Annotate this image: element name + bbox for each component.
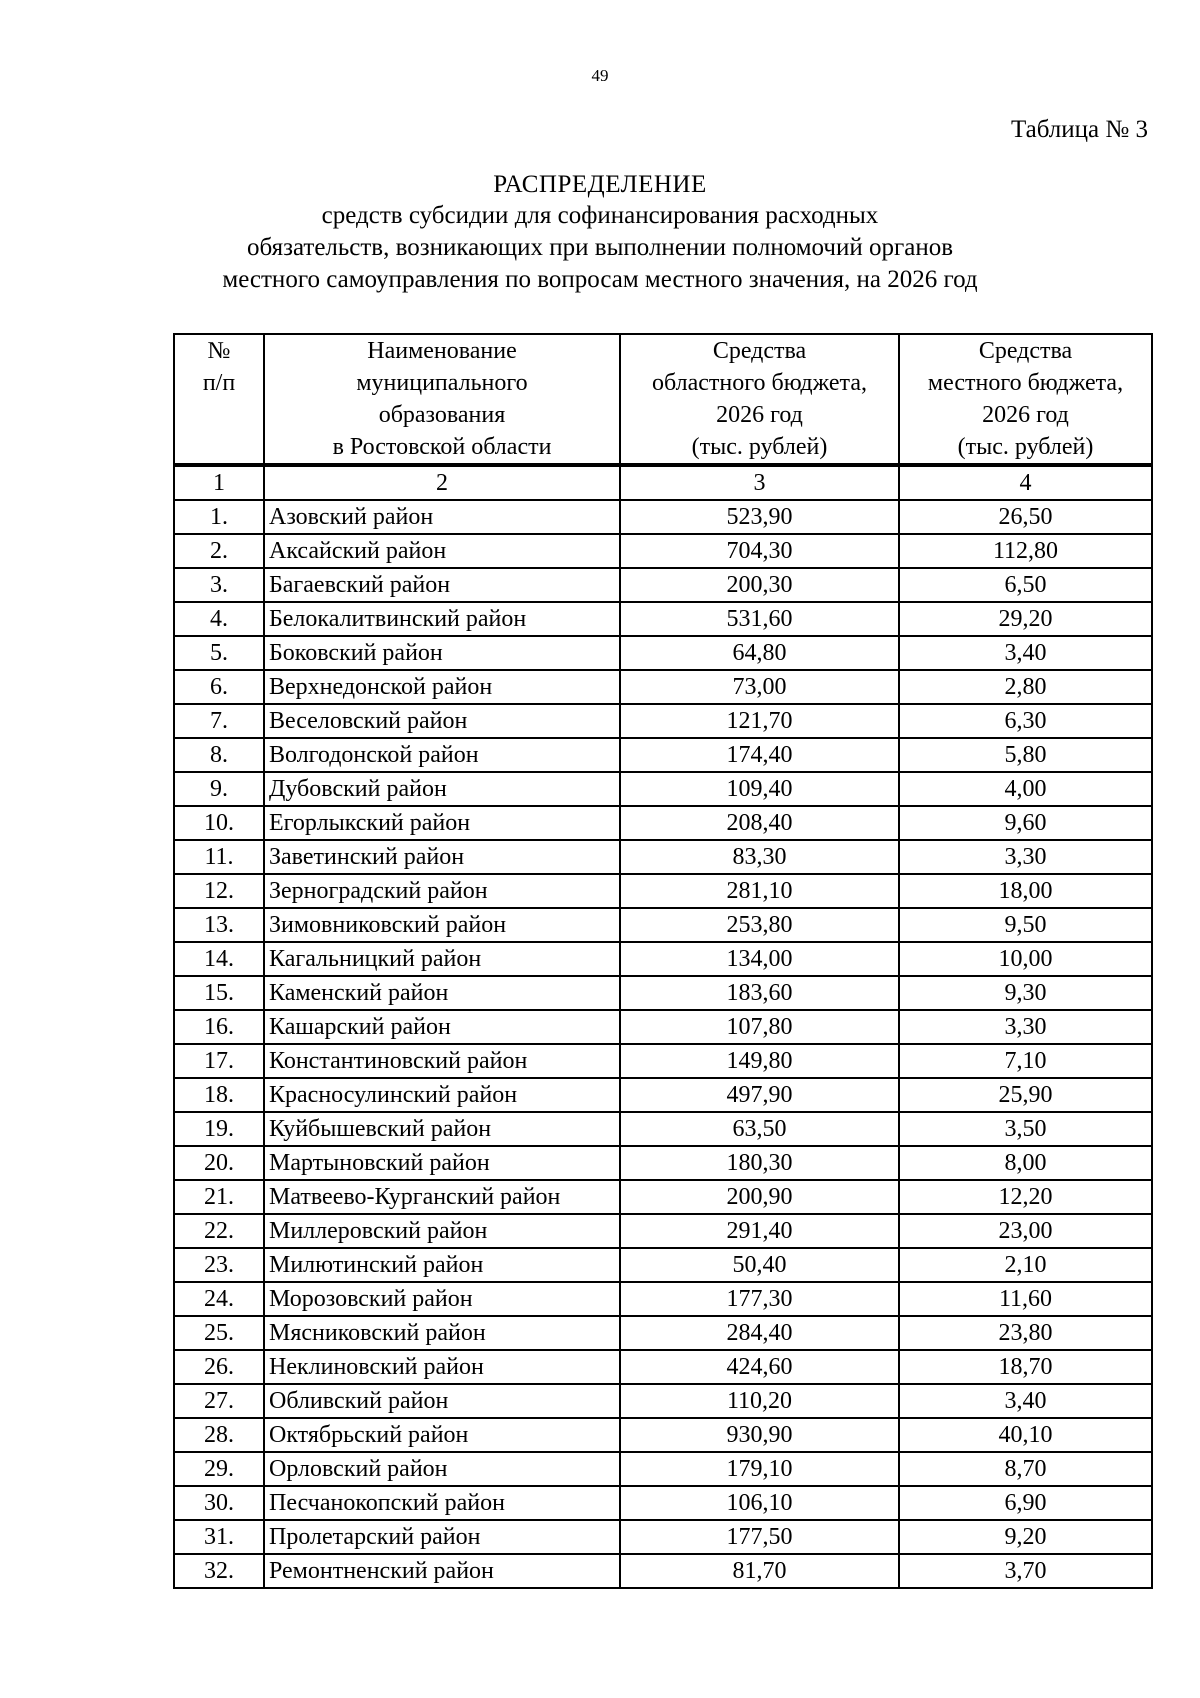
column-number: 2 [264, 465, 620, 500]
table-row [174, 1282, 1152, 1316]
municipality-name-cell: Орловский район [264, 1452, 620, 1486]
regional-budget-cell: 109,40 [620, 772, 899, 806]
row-number-cell: 3. [174, 568, 264, 602]
row-number-cell: 10. [174, 806, 264, 840]
local-budget-cell: 9,60 [899, 806, 1152, 840]
local-budget-cell: 23,80 [899, 1316, 1152, 1350]
regional-budget-cell: 291,40 [620, 1214, 899, 1248]
regional-budget-cell: 81,70 [620, 1554, 899, 1588]
table-label: Таблица № 3 [1010, 116, 1148, 143]
table-row [174, 942, 1152, 976]
regional-budget-cell: 704,30 [620, 534, 899, 568]
table-row [174, 772, 1152, 806]
local-budget-cell: 3,30 [899, 840, 1152, 874]
document-heading [0, 170, 1200, 296]
row-number-cell: 2. [174, 534, 264, 568]
table-row [174, 636, 1152, 670]
local-budget-cell: 40,10 [899, 1418, 1152, 1452]
regional-budget-cell: 281,10 [620, 874, 899, 908]
regional-budget-cell: 200,90 [620, 1180, 899, 1214]
municipality-name-cell: Миллеровский район [264, 1214, 620, 1248]
local-budget-cell: 3,30 [899, 1010, 1152, 1044]
regional-budget-cell: 177,30 [620, 1282, 899, 1316]
municipality-name-cell: Белокалитвинский район [264, 602, 620, 636]
subtitle-line: обязательств, возникающих при выполнении полномочий органов [246, 234, 954, 261]
row-number-cell: 21. [174, 1180, 264, 1214]
municipality-name-cell: Волгодонской район [264, 738, 620, 772]
local-budget-cell: 2,10 [899, 1248, 1152, 1282]
regional-budget-cell: 253,80 [620, 908, 899, 942]
local-budget-cell: 6,50 [899, 568, 1152, 602]
regional-budget-cell: 50,40 [620, 1248, 899, 1282]
municipality-name-cell: Пролетарский район [264, 1520, 620, 1554]
regional-budget-cell: 64,80 [620, 636, 899, 670]
document-title: РАСПРЕДЕЛЕНИЕ [493, 171, 707, 198]
municipality-name-cell: Морозовский район [264, 1282, 620, 1316]
table-row [174, 602, 1152, 636]
row-number-cell: 11. [174, 840, 264, 874]
local-budget-cell: 12,20 [899, 1180, 1152, 1214]
local-budget-cell: 2,80 [899, 670, 1152, 704]
row-number-cell: 17. [174, 1044, 264, 1078]
row-number-cell: 23. [174, 1248, 264, 1282]
local-budget-cell: 7,10 [899, 1044, 1152, 1078]
regional-budget-cell: 183,60 [620, 976, 899, 1010]
row-number-cell: 15. [174, 976, 264, 1010]
municipality-name-cell: Дубовский район [264, 772, 620, 806]
row-number-cell: 28. [174, 1418, 264, 1452]
table-row [174, 840, 1152, 874]
regional-budget-cell: 424,60 [620, 1350, 899, 1384]
table-row [174, 534, 1152, 568]
regional-budget-cell: 497,90 [620, 1078, 899, 1112]
column-number: 1 [174, 465, 264, 500]
local-budget-cell: 3,40 [899, 636, 1152, 670]
row-number-cell: 1. [174, 500, 264, 534]
table-body [174, 500, 1152, 1588]
local-budget-cell: 29,20 [899, 602, 1152, 636]
row-number-cell: 4. [174, 602, 264, 636]
regional-budget-cell: 177,50 [620, 1520, 899, 1554]
regional-budget-cell: 106,10 [620, 1486, 899, 1520]
municipality-name-cell: Милютинский район [264, 1248, 620, 1282]
municipality-name-cell: Куйбышевский район [264, 1112, 620, 1146]
local-budget-cell: 25,90 [899, 1078, 1152, 1112]
regional-budget-cell: 83,30 [620, 840, 899, 874]
local-budget-cell: 6,90 [899, 1486, 1152, 1520]
table-row [174, 1248, 1152, 1282]
table-row [174, 1384, 1152, 1418]
regional-budget-cell: 134,00 [620, 942, 899, 976]
row-number-cell: 6. [174, 670, 264, 704]
local-budget-cell: 3,50 [899, 1112, 1152, 1146]
municipality-name-cell: Песчанокопский район [264, 1486, 620, 1520]
regional-budget-cell: 200,30 [620, 568, 899, 602]
local-budget-cell: 112,80 [899, 534, 1152, 568]
regional-budget-cell: 174,40 [620, 738, 899, 772]
table-row [174, 1146, 1152, 1180]
local-budget-cell: 6,30 [899, 704, 1152, 738]
header-local-budget: Средства местного бюджета, 2026 год (тыс. рублей) [899, 334, 1152, 465]
row-number-cell: 5. [174, 636, 264, 670]
local-budget-cell: 9,50 [899, 908, 1152, 942]
table-row [174, 1010, 1152, 1044]
local-budget-cell: 10,00 [899, 942, 1152, 976]
row-number-cell: 8. [174, 738, 264, 772]
row-number-cell: 18. [174, 1078, 264, 1112]
column-numbers-row [174, 465, 1152, 500]
subtitle-line: местного самоуправления по вопросам местного значения, на 2026 год [222, 266, 978, 293]
row-number-cell: 16. [174, 1010, 264, 1044]
header-regional-budget: Средства областного бюджета, 2026 год (тыс. рублей) [620, 334, 899, 465]
row-number-cell: 30. [174, 1486, 264, 1520]
municipality-name-cell: Верхнедонской район [264, 670, 620, 704]
regional-budget-cell: 523,90 [620, 500, 899, 534]
municipality-name-cell: Боковский район [264, 636, 620, 670]
municipality-name-cell: Заветинский район [264, 840, 620, 874]
municipality-name-cell: Кагальницкий район [264, 942, 620, 976]
municipality-name-cell: Мясниковский район [264, 1316, 620, 1350]
municipality-name-cell: Багаевский район [264, 568, 620, 602]
row-number-cell: 32. [174, 1554, 264, 1588]
table-row [174, 1486, 1152, 1520]
municipality-name-cell: Матвеево-Курганский район [264, 1180, 620, 1214]
page-number: 49 [591, 66, 609, 85]
regional-budget-cell: 110,20 [620, 1384, 899, 1418]
municipality-name-cell: Октябрьский район [264, 1418, 620, 1452]
row-number-cell: 24. [174, 1282, 264, 1316]
municipality-name-cell: Каменский район [264, 976, 620, 1010]
table-row [174, 1316, 1152, 1350]
row-number-cell: 26. [174, 1350, 264, 1384]
table-row [174, 1044, 1152, 1078]
row-number-cell: 14. [174, 942, 264, 976]
regional-budget-cell: 531,60 [620, 602, 899, 636]
table-row [174, 1418, 1152, 1452]
table-row [174, 500, 1152, 534]
local-budget-cell: 23,00 [899, 1214, 1152, 1248]
table-row [174, 976, 1152, 1010]
municipality-name-cell: Кашарский район [264, 1010, 620, 1044]
local-budget-cell: 8,00 [899, 1146, 1152, 1180]
municipality-name-cell: Зимовниковский район [264, 908, 620, 942]
local-budget-cell: 3,40 [899, 1384, 1152, 1418]
row-number-cell: 27. [174, 1384, 264, 1418]
table-row [174, 908, 1152, 942]
local-budget-cell: 9,30 [899, 976, 1152, 1010]
local-budget-cell: 3,70 [899, 1554, 1152, 1588]
municipality-name-cell: Мартыновский район [264, 1146, 620, 1180]
municipality-name-cell: Константиновский район [264, 1044, 620, 1078]
table-row [174, 670, 1152, 704]
table-row [174, 1214, 1152, 1248]
row-number-cell: 22. [174, 1214, 264, 1248]
regional-budget-cell: 107,80 [620, 1010, 899, 1044]
municipality-name-cell: Азовский район [264, 500, 620, 534]
table-row [174, 874, 1152, 908]
table-row [174, 704, 1152, 738]
row-number-cell: 9. [174, 772, 264, 806]
row-number-cell: 19. [174, 1112, 264, 1146]
local-budget-cell: 5,80 [899, 738, 1152, 772]
local-budget-cell: 8,70 [899, 1452, 1152, 1486]
regional-budget-cell: 73,00 [620, 670, 899, 704]
regional-budget-cell: 180,30 [620, 1146, 899, 1180]
row-number-cell: 13. [174, 908, 264, 942]
table-row [174, 738, 1152, 772]
local-budget-cell: 4,00 [899, 772, 1152, 806]
row-number-cell: 31. [174, 1520, 264, 1554]
subtitle-line: средств субсидии для софинансирования расходных [321, 202, 879, 229]
row-number-cell: 29. [174, 1452, 264, 1486]
municipality-name-cell: Обливский район [264, 1384, 620, 1418]
municipality-name-cell: Егорлыкский район [264, 806, 620, 840]
table-row [174, 1520, 1152, 1554]
local-budget-cell: 18,00 [899, 874, 1152, 908]
local-budget-cell: 18,70 [899, 1350, 1152, 1384]
table-row [174, 1452, 1152, 1486]
municipality-name-cell: Зерноградский район [264, 874, 620, 908]
municipality-name-cell: Ремонтненский район [264, 1554, 620, 1588]
table-header-row [174, 334, 1152, 465]
table-row [174, 1554, 1152, 1588]
column-number: 3 [620, 465, 899, 500]
regional-budget-cell: 284,40 [620, 1316, 899, 1350]
municipality-name-cell: Аксайский район [264, 534, 620, 568]
local-budget-cell: 11,60 [899, 1282, 1152, 1316]
regional-budget-cell: 63,50 [620, 1112, 899, 1146]
header-number: № п/п [174, 334, 264, 465]
local-budget-cell: 26,50 [899, 500, 1152, 534]
subsidy-distribution-table [173, 333, 1153, 1589]
row-number-cell: 12. [174, 874, 264, 908]
municipality-name-cell: Красносулинский район [264, 1078, 620, 1112]
row-number-cell: 7. [174, 704, 264, 738]
regional-budget-cell: 208,40 [620, 806, 899, 840]
local-budget-cell: 9,20 [899, 1520, 1152, 1554]
regional-budget-cell: 179,10 [620, 1452, 899, 1486]
regional-budget-cell: 930,90 [620, 1418, 899, 1452]
document-subtitle [0, 200, 1200, 296]
header-municipality: Наименование муниципального образования в Ростовской области [264, 334, 620, 465]
municipality-name-cell: Веселовский район [264, 704, 620, 738]
table-row [174, 806, 1152, 840]
table-row [174, 1078, 1152, 1112]
table-row [174, 1112, 1152, 1146]
table-row [174, 1180, 1152, 1214]
row-number-cell: 25. [174, 1316, 264, 1350]
table-row [174, 1350, 1152, 1384]
regional-budget-cell: 149,80 [620, 1044, 899, 1078]
column-number: 4 [899, 465, 1152, 500]
table-row [174, 568, 1152, 602]
row-number-cell: 20. [174, 1146, 264, 1180]
regional-budget-cell: 121,70 [620, 704, 899, 738]
municipality-name-cell: Неклиновский район [264, 1350, 620, 1384]
